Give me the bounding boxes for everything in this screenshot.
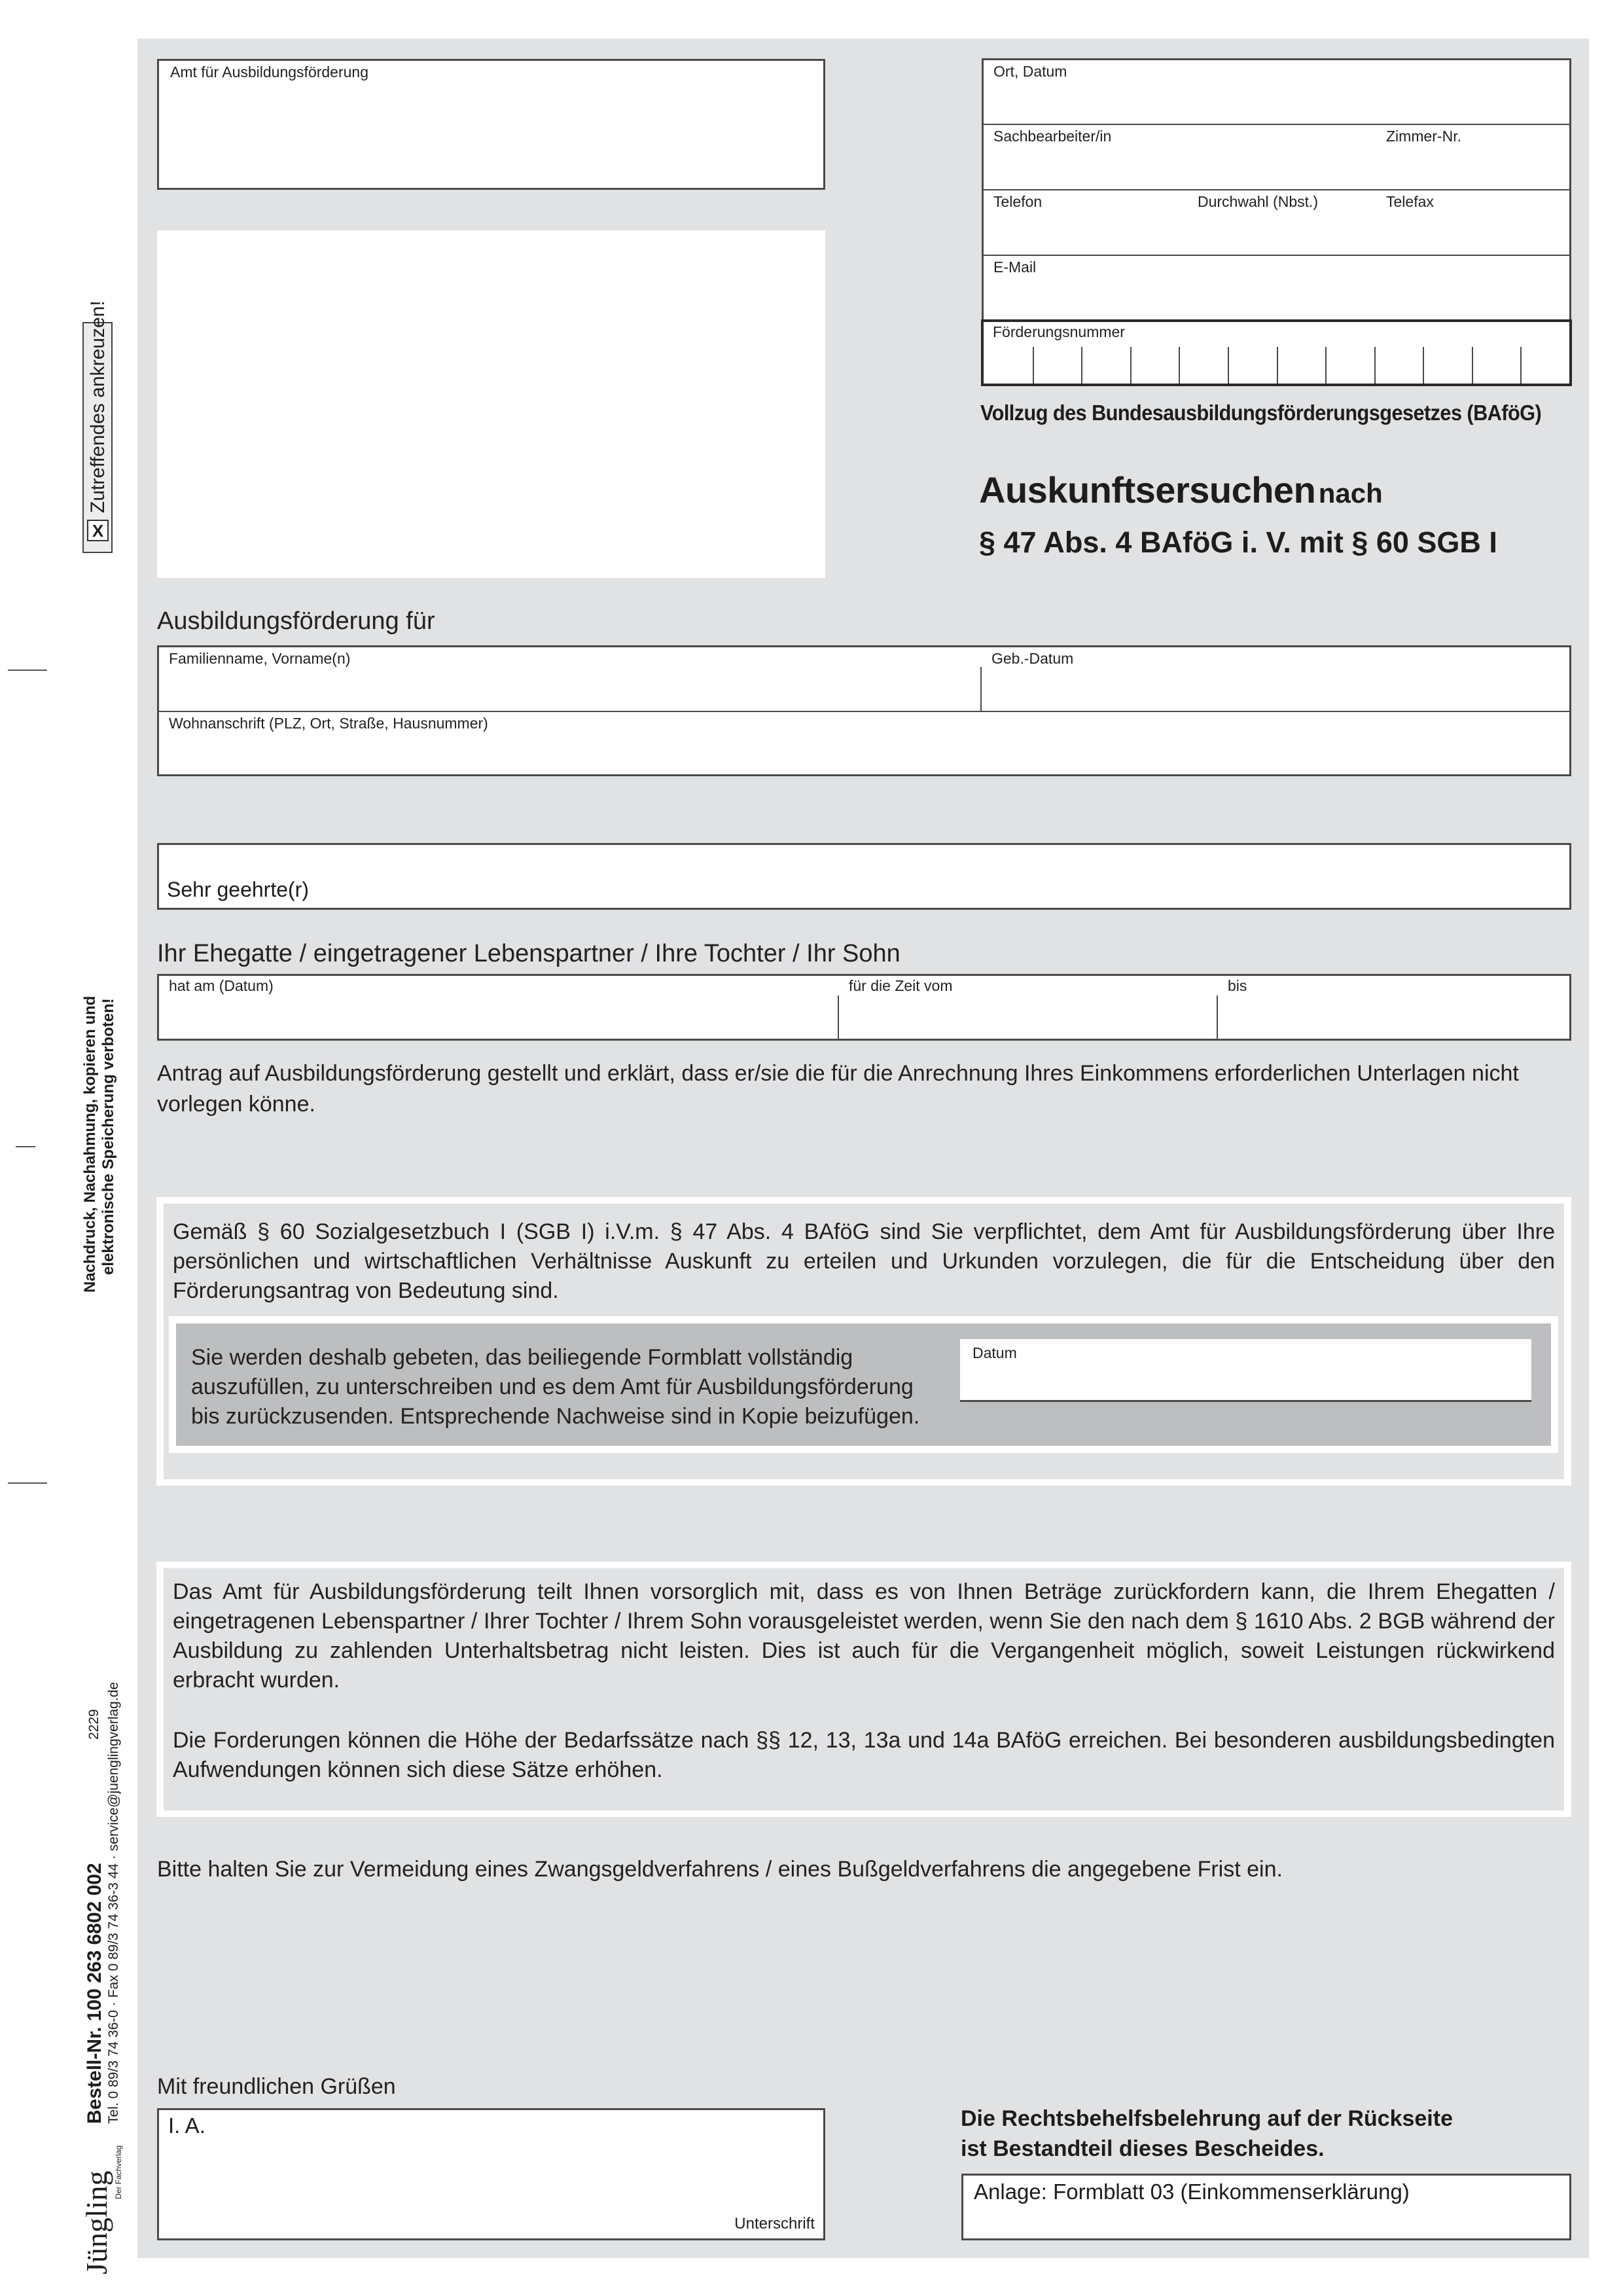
funding-number-field[interactable] xyxy=(981,319,1572,386)
address-label: Wohnanschrift (PLZ, Ort, Straße, Hausnummer) xyxy=(169,715,488,732)
funding-number-cell-divider xyxy=(1033,347,1034,384)
funding-number-cell-divider xyxy=(1228,347,1229,384)
address-field[interactable] xyxy=(159,712,1569,774)
phone-label: Telefon xyxy=(993,193,1043,210)
funding-number-cell-divider xyxy=(1277,347,1278,384)
deadline-notice: Bitte halten Sie zur Vermeidung eines Zwangsgeldverfahrens / eines Bußgeldverfahrens die angegebene Frist ein. xyxy=(157,1857,1283,1882)
attachment-box xyxy=(961,2174,1571,2240)
period-to-label: bis xyxy=(1228,977,1247,994)
email-label: E-Mail xyxy=(993,259,1037,276)
relation-label: Ihr Ehegatte / eingetragener Lebenspartner / Ihre Tochter / Ihr Sohn xyxy=(157,940,901,967)
funding-number-cell-divider xyxy=(1325,347,1327,384)
order-number: Bestell-Nr. 100 263 6802 002 xyxy=(84,1863,105,2124)
form-code: 2229 xyxy=(86,1709,101,1740)
place-date-field[interactable] xyxy=(984,60,1569,124)
checkbox-hint-text: Zutreffendes ankreuzen! xyxy=(87,300,109,513)
signature-field[interactable] xyxy=(157,2108,825,2240)
clerk-field[interactable] xyxy=(984,125,1376,189)
attachment-label: Anlage: Formblatt 03 (Einkommenserklärung) xyxy=(974,2179,1410,2204)
dob-label: Geb.-Datum xyxy=(991,650,1074,667)
funding-number-cell-divider xyxy=(1179,347,1180,384)
statement-text: Antrag auf Ausbildungsförderung gestellt und erklärt, dass er/sie die für die Anrechnung Ihres Einkommens erforderlichen Unterlagen nicht vorlegen könne. xyxy=(157,1061,1519,1117)
name-label: Familienname, Vorname(n) xyxy=(169,650,351,667)
fold-mark-bottom xyxy=(8,1482,47,1484)
deadline-date-label: Datum xyxy=(972,1344,1017,1361)
funding-number-cell-divider xyxy=(1423,347,1424,384)
fax-label: Telefax xyxy=(1386,193,1434,210)
funding-number-cell-divider xyxy=(1130,347,1132,384)
name-field[interactable] xyxy=(159,647,980,711)
publisher-logo: Jüngling xyxy=(80,2170,113,2274)
document-subtitle: § 47 Abs. 4 BAföG i. V. mit § 60 SGB I xyxy=(979,526,1497,559)
obligation-text: Gemäß § 60 Sozialgesetzbuch I (SGB I) i.V.m. § 47 Abs. 4 BAföG sind Sie verpflichtet, dem Amt für Ausbildungsförderung über Ihre persönlichen und wirtschaftlichen Verhältnisse Auskunft zu erteilen und Urkunden vorzulegen, die für die Entscheidung über den Förderungsantrag von Bedeutung sind. xyxy=(173,1219,1555,1303)
period-from-label: für die Zeit vom xyxy=(849,977,953,994)
copyright-notice-line2: elektronische Speicherung verboten! xyxy=(99,998,117,1275)
applicant-block xyxy=(157,645,1571,776)
room-label: Zimmer-Nr. xyxy=(1386,128,1461,145)
publisher-contact: Tel. 0 89/3 74 36-0 · Fax 0 89/3 74 36-3 44 · service@juenglingverlag.de xyxy=(106,1681,121,2124)
address-window[interactable] xyxy=(157,230,825,578)
extension-label: Durchwahl (Nbst.) xyxy=(1198,193,1319,210)
dob-field[interactable] xyxy=(982,647,1569,711)
document-title-suffix: nach xyxy=(1318,478,1383,509)
checked-box-icon: X xyxy=(87,520,109,541)
salutation-label: Sehr geehrte(r) xyxy=(167,878,309,901)
period-from-field[interactable] xyxy=(839,976,1217,1039)
salutation-field[interactable] xyxy=(157,843,1571,910)
application-date-label: hat am (Datum) xyxy=(169,977,274,994)
relation-block xyxy=(157,974,1571,1041)
fold-mark-top xyxy=(8,670,47,671)
fax-field[interactable] xyxy=(1378,190,1569,255)
punch-mark xyxy=(16,1146,35,1147)
period-to-field[interactable] xyxy=(1218,976,1569,1039)
document-title xyxy=(979,469,1383,511)
contact-block xyxy=(982,58,1571,321)
extension-field[interactable] xyxy=(1193,190,1378,255)
legal-remedy-line1: Die Rechtsbehelfsbelehrung auf der Rückseite xyxy=(961,2106,1453,2131)
checkbox-hint-box xyxy=(82,300,113,553)
legal-remedy-line2: ist Bestandteil dieses Bescheides. xyxy=(961,2136,1325,2161)
funding-number-cell-divider xyxy=(1520,347,1522,384)
funding-number-cell-divider xyxy=(1374,347,1376,384)
room-field[interactable] xyxy=(1378,125,1569,189)
request-text: Sie werden deshalb gebeten, das beiliegende Formblatt vollständig auszufüllen, zu unterschreiben und es dem Amt für Ausbildungsförderung bis zurückzusenden. Entsprechende Nachweise sind in Kopie beizufügen. xyxy=(191,1345,920,1429)
notice-paragraph-1: Das Amt für Ausbildungsförderung teilt Ihnen vorsorglich mit, dass es von Ihnen Beträge zurückfordern kann, die Ihrem Ehegatten / eingetragenen Lebenspartner / Ihrer Tochter / Ihrem Sohn vorausgeleistet werden, wenn Sie den nach dem § 1610 Abs. 2 BGB während der Ausbildung zu zahlenden Unterhaltsbetrag nicht leisten. Dies ist auch für die Vergangenheit möglich, soweit Leistungen rückwirkend erbracht wurden. xyxy=(173,1579,1555,1693)
publisher-tagline: Der Fachverlag xyxy=(114,2145,123,2199)
clerk-label: Sachbearbeiter/in xyxy=(993,128,1112,145)
funding-number-label: Förderungsnummer xyxy=(993,323,1125,340)
deadline-date-field[interactable] xyxy=(960,1339,1531,1402)
on-behalf-label: I. A. xyxy=(168,2113,205,2138)
application-date-field[interactable] xyxy=(159,976,838,1039)
closing-greeting: Mit freundlichen Grüßen xyxy=(157,2074,396,2099)
office-label: Amt für Ausbildungsförderung xyxy=(170,63,369,81)
phone-field[interactable] xyxy=(984,190,1193,255)
office-field[interactable] xyxy=(157,59,825,190)
place-date-label: Ort, Datum xyxy=(993,63,1067,80)
document-title-main: Auskunftsersuchen xyxy=(979,469,1316,511)
funding-number-cell-divider xyxy=(1472,347,1473,384)
law-title: Vollzug des Bundesausbildungsförderungsgesetzes (BAföG) xyxy=(980,401,1542,425)
funding-number-cell-divider xyxy=(1081,347,1082,384)
copyright-notice-line1: Nachdruck, Nachahmung, kopieren und xyxy=(81,996,99,1293)
signature-label: Unterschrift xyxy=(734,2215,815,2233)
email-field[interactable] xyxy=(984,256,1569,319)
applicant-section-label: Ausbildungsförderung für xyxy=(157,607,435,635)
notice-paragraph-2: Die Forderungen können die Höhe der Bedarfssätze nach §§ 12, 13, 13a und 14a BAföG erreichen. Bei besonderen ausbildungsbedingten Aufwendungen können sich diese Sätze erhöhen. xyxy=(173,1728,1555,1782)
